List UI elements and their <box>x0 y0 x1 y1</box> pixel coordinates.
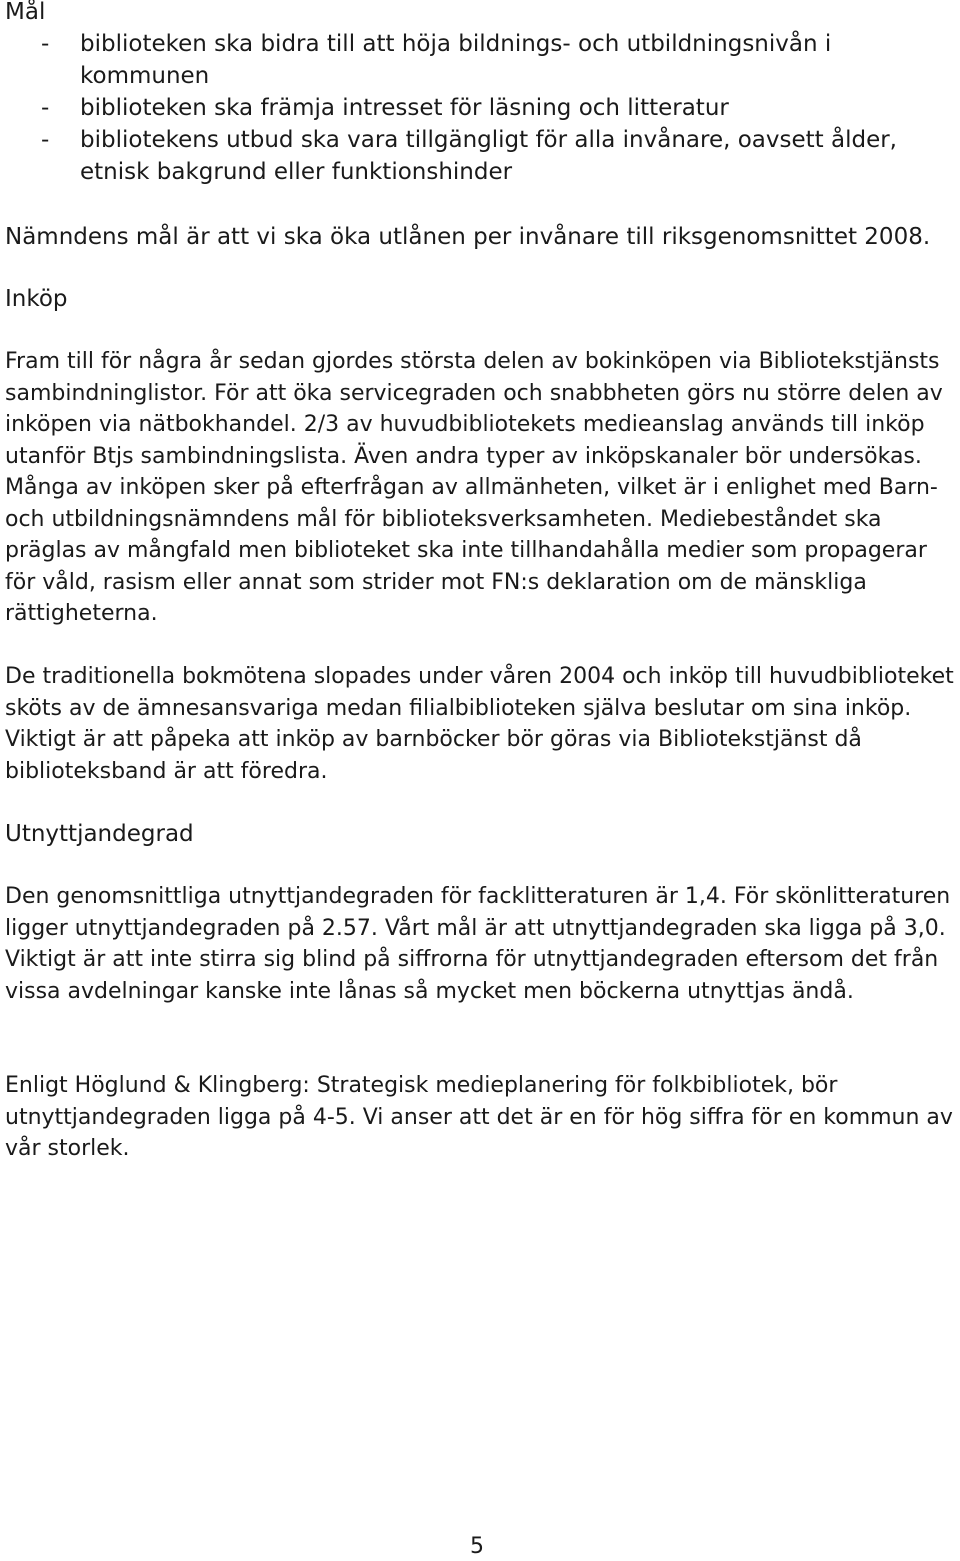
heading-utnyttjandegrad: Utnyttjandegrad <box>5 821 194 847</box>
heading-mal: Mål <box>5 0 46 25</box>
paragraph-utnyttjandegrad-2: Enligt Höglund & Klingberg: Strategisk medieplanering för folkbibliotek, bör utnyttjandegraden ligga på 4-5. Vi anser att det är en för hög siffra för en kommun av vår storlek. <box>5 1073 953 1161</box>
list-dash: - <box>41 95 50 121</box>
goal-item <box>5 28 945 92</box>
paragraph-utnyttjandegrad-1: Den genomsnittliga utnyttjandegraden för facklitteraturen är 1,4. För skönlitteraturen ligger utnyttjandegraden på 2.57. Vårt mål är att utnyttjandegraden ska ligga på 3,0. Viktigt är att inte stirra sig blind på siffrorna för utnyttjandegraden eftersom det från vissa avdelningar kanske inte lånas så mycket men böckerna utnyttjas ändå. <box>5 884 951 1004</box>
heading-inkop: Inköp <box>5 286 68 312</box>
goal-statement: Nämndens mål är att vi ska öka utlånen per invånare till riksgenomsnittet 2008. <box>5 224 931 250</box>
goal-text: biblioteken ska bidra till att höja bildnings- och utbildningsnivån i kommunen <box>80 31 832 89</box>
goal-item <box>5 124 945 188</box>
goal-text: biblioteken ska främja intresset för läsning och litteratur <box>80 95 729 121</box>
list-dash: - <box>41 31 50 57</box>
page-number: 5 <box>470 1534 484 1559</box>
goal-item <box>5 92 945 124</box>
goals-list <box>5 28 945 188</box>
paragraph-inkop-1: Fram till för några år sedan gjordes största delen av bokinköpen via Bibliotekstjänsts sambindninglistor. För att öka servicegraden och snabbheten görs nu större delen av inköpen via nätbokhandel. 2/3 av huvudbibliotekets medieanslag används till inköp utanför Btjs sambindningslista. Även andra typer av inköpskanaler bör undersökas. Många av inköpen sker på efterfrågan av allmänheten, vilket är i enlighet med Barn- och utbildningsnämndens mål för biblioteksverksamheten. Mediebeståndet ska präglas av mångfald men biblioteket ska inte tillhandahålla medier som propagerar för våld, rasism eller annat som strider mot FN:s deklaration om de mänskliga rättigheterna. <box>5 349 943 626</box>
paragraph-inkop-2: De traditionella bokmötena slopades under våren 2004 och inköp till huvudbiblioteket sköts av de ämnesansvariga medan filialbiblioteken själva beslutar om sina inköp. Viktigt är att påpeka att inköp av barnböcker bör göras via Bibliotekstjänst då biblioteksband är att föredra. <box>5 664 954 784</box>
list-dash: - <box>41 127 50 153</box>
goal-text: bibliotekens utbud ska vara tillgängligt för alla invånare, oavsett ålder, etnisk bakgrund eller funktionshinder <box>80 127 897 185</box>
